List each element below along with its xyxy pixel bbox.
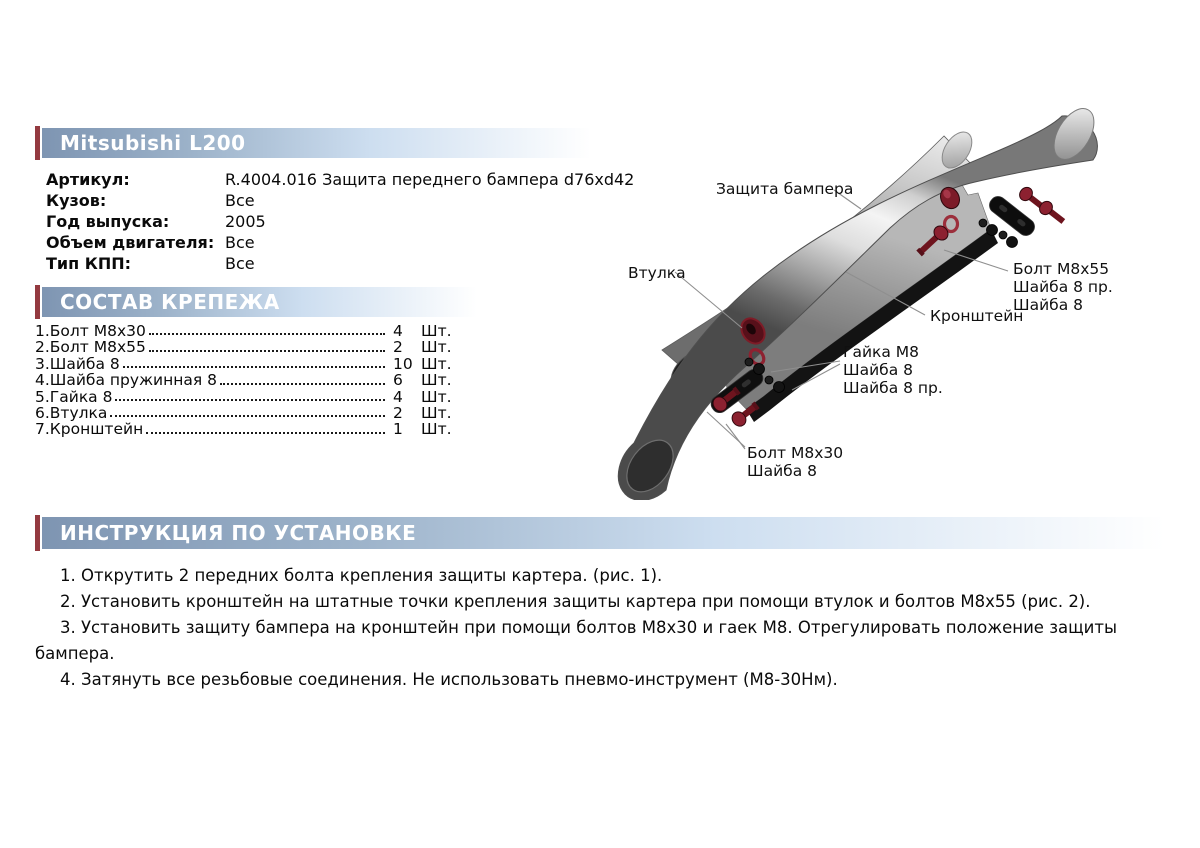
parts-list — [35, 323, 457, 438]
part-qty: 4 — [393, 322, 403, 340]
dot-leader — [123, 366, 385, 368]
spec-label: Артикул: — [46, 170, 130, 189]
callout-bushing: Втулка — [628, 264, 686, 282]
part-name: 7.Кронштейн — [35, 420, 144, 439]
callout-bolt-m8x30-washer: Шайба 8 — [747, 462, 817, 480]
leader-line — [726, 424, 745, 449]
part-name: 2.Болт М8х55 — [35, 338, 146, 357]
part-name: 1.Болт М8х30 — [35, 322, 146, 340]
spec-table — [46, 169, 686, 274]
hardware-section-title: СОСТАВ КРЕПЕЖА — [60, 290, 280, 314]
spec-row — [46, 211, 686, 232]
dot-leader — [149, 333, 385, 335]
callout-bolt-m8x55-washer-spring: Шайба 8 пр. — [1013, 278, 1113, 296]
spec-value: 2005 — [225, 212, 266, 231]
callout-bracket: Кронштейн — [930, 307, 1024, 325]
part-name: 5.Гайка 8 — [35, 387, 113, 406]
spec-value: Все — [225, 233, 255, 252]
callout-bumper-guard: Защита бампера — [716, 180, 854, 198]
callout-bolt-m8x55: Болт М8х55 — [1013, 260, 1110, 278]
part-name: 3.Шайба 8 — [35, 354, 120, 373]
red-accent-bar — [35, 126, 40, 160]
exploded-diagram — [600, 80, 1200, 500]
part-unit: Шт. — [421, 387, 452, 406]
model-title: Mitsubishi L200 — [60, 131, 246, 155]
part-unit: Шт. — [421, 322, 452, 340]
red-accent-bar — [35, 285, 40, 319]
spec-row — [46, 169, 686, 190]
spec-row — [46, 190, 686, 211]
band-gradient — [42, 517, 1165, 549]
part-name: 6.Втулка — [35, 403, 108, 422]
part-qty: 2 — [393, 338, 403, 357]
spec-row — [46, 232, 686, 253]
instruction-step: 3. Установить защиту бампера на кронштейн при помощи болтов М8х30 и гаек М8. Отрегулировать положение защиты бампера. — [35, 618, 1117, 663]
part-row — [35, 356, 457, 372]
callout-bolt-m8x55-washer: Шайба 8 — [1013, 296, 1083, 314]
spec-value: Все — [225, 191, 255, 210]
part-qty: 2 — [393, 403, 403, 422]
part-row — [35, 389, 457, 405]
part-name: 4.Шайба пружинная 8 — [35, 371, 217, 390]
dot-leader — [149, 350, 385, 352]
part-row — [35, 323, 457, 339]
spec-label: Объем двигателя: — [46, 233, 215, 252]
model-title-band — [35, 128, 591, 158]
part-row — [35, 372, 457, 388]
part-row — [35, 339, 457, 355]
spec-label: Тип КПП: — [46, 254, 132, 273]
instruction-step: 4. Затянуть все резьбовые соединения. Не использовать пневмо-инструмент (М8-30Нм). — [60, 670, 838, 689]
part-unit: Шт. — [421, 338, 452, 357]
dot-leader — [220, 383, 385, 385]
band-gradient — [42, 128, 591, 158]
part-unit: Шт. — [421, 354, 452, 373]
spec-row — [46, 253, 686, 274]
instruction-step: 2. Установить кронштейн на штатные точки крепления защиты картера при помощи втулок и болтов М8х55 (рис. 2). — [60, 592, 1091, 611]
band-gradient — [42, 287, 477, 317]
hardware-section-band — [35, 287, 477, 317]
spec-label: Год выпуска: — [46, 212, 170, 231]
part-unit: Шт. — [421, 420, 452, 439]
part-qty: 10 — [393, 354, 413, 373]
instruction-step: 1. Открутить 2 передних болта крепления защиты картера. (рис. 1). — [60, 566, 663, 585]
spec-value: R.4004.016 Защита переднего бампера d76xd42 — [225, 170, 635, 189]
callout-nut-m8-washer: Шайба 8 — [843, 361, 913, 379]
part-qty: 6 — [393, 371, 403, 390]
dot-leader — [146, 432, 385, 434]
part-qty: 1 — [393, 420, 403, 439]
spec-value: Все — [225, 254, 255, 273]
part-row — [35, 421, 457, 437]
instructions-section-band — [35, 517, 1165, 549]
dot-leader — [115, 399, 385, 401]
instruction-steps — [35, 563, 1147, 693]
part-row — [35, 405, 457, 421]
instructions-section-title: ИНСТРУКЦИЯ ПО УСТАНОВКЕ — [60, 521, 417, 545]
dot-leader — [110, 415, 385, 417]
red-accent-bar — [35, 515, 40, 551]
part-qty: 4 — [393, 387, 403, 406]
callout-nut-m8-washer-spring: Шайба 8 пр. — [843, 379, 943, 397]
callout-bolt-m8x30: Болт М8х30 — [747, 444, 844, 462]
part-unit: Шт. — [421, 371, 452, 390]
callout-nut-m8: Гайка М8 — [843, 343, 920, 361]
part-unit: Шт. — [421, 403, 452, 422]
spec-label: Кузов: — [46, 191, 107, 210]
